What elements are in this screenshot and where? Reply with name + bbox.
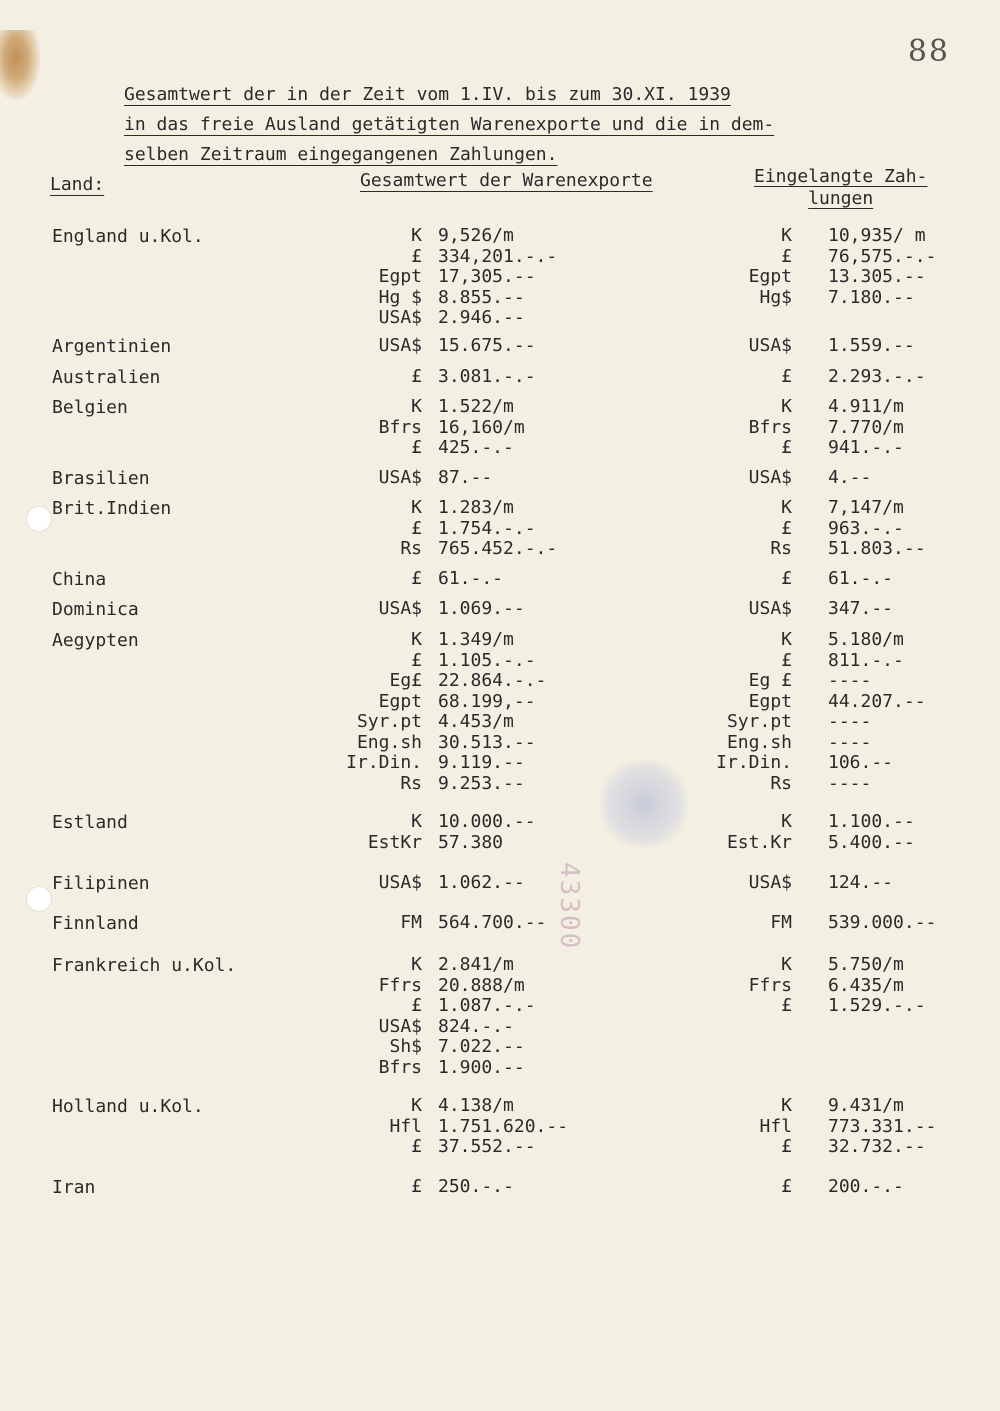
export-currency: £ (411, 995, 422, 1016)
export-currency: Bfrs (378, 416, 422, 438)
payment-currency: K (781, 497, 792, 518)
payment-row (0, 833, 1000, 853)
payment-amount: 13.305.-- (828, 266, 926, 287)
payment-currency: Bfrs (748, 416, 792, 438)
payment-amount: 7,147/m (828, 497, 904, 518)
export-currency: K (411, 629, 422, 650)
country-name: Estland (52, 812, 128, 833)
export-amount: 425.-.- (438, 437, 514, 458)
export-amount: 68.199,-- (438, 690, 536, 712)
payment-row (0, 712, 1000, 732)
country-name: Brit.Indien (52, 498, 172, 519)
country-name: Belgien (52, 397, 128, 418)
country-name: China (52, 569, 107, 590)
export-currency: K (411, 1095, 422, 1116)
payment-amount: ---- (828, 772, 872, 794)
payment-currency: £ (781, 245, 792, 267)
export-currency: USA$ (378, 467, 422, 488)
export-amount: 1.522/m (438, 396, 514, 417)
payment-row (0, 267, 1000, 287)
payment-currency: £ (781, 568, 792, 589)
payment-currency: USA$ (748, 467, 792, 488)
export-currency: £ (411, 245, 422, 267)
payment-row (0, 288, 1000, 308)
export-currency: Egpt (378, 690, 422, 712)
payment-row (0, 539, 1000, 559)
payment-row (0, 651, 1000, 671)
column-header-exports: Gesamtwert der Warenexporte (360, 170, 653, 191)
payment-amount: 2.293.-.- (828, 366, 926, 387)
export-currency: FM (400, 912, 422, 933)
payment-amount: 6.435/m (828, 974, 904, 996)
payment-amount: 4.911/m (828, 396, 904, 417)
country-name: Australien (52, 367, 161, 388)
payment-amount: 773.331.-- (828, 1115, 937, 1137)
export-amount: 1.349/m (438, 629, 514, 650)
payment-row (0, 569, 1000, 589)
payment-amount: 5.400.-- (828, 831, 915, 853)
payment-row (0, 1117, 1000, 1137)
payment-currency: Ir.Din. (716, 752, 792, 773)
export-amount: 4.453/m (438, 711, 514, 732)
payment-currency: K (781, 811, 792, 832)
payment-amount: 10,935/ m (828, 225, 926, 246)
export-currency: USA$ (378, 335, 422, 356)
export-amount: 16,160/m (438, 416, 525, 438)
payment-currency: USA$ (748, 598, 792, 619)
payment-currency: £ (781, 1176, 792, 1197)
column-header-payments-line: lungen (808, 188, 874, 209)
export-currency: Rs (400, 538, 422, 559)
payment-currency: Egpt (748, 690, 792, 712)
export-amount: 1.069.-- (438, 598, 525, 619)
country-name: Aegypten (52, 630, 139, 651)
payment-currency: £ (781, 649, 792, 671)
payment-amount: 44.207.-- (828, 690, 926, 712)
export-amount: 15.675.-- (438, 335, 536, 356)
country-name: Dominica (52, 599, 139, 620)
export-amount: 57.380 (438, 831, 504, 853)
payment-amount: 811.-.- (828, 649, 904, 671)
payment-row (0, 692, 1000, 712)
payment-currency: £ (781, 1136, 792, 1157)
payment-currency: K (781, 1095, 792, 1116)
payment-currency: Rs (770, 538, 792, 559)
export-currency: £ (411, 437, 422, 458)
payment-amount: 9.431/m (828, 1095, 904, 1116)
payment-amount: 200.-.- (828, 1176, 904, 1197)
export-amount: 87.-- (438, 467, 493, 488)
title-line: selben Zeitraum eingegangenen Zahlungen. (124, 144, 558, 165)
export-currency: K (411, 396, 422, 417)
export-amount: 1.062.-- (438, 872, 525, 893)
payment-amount: 51.803.-- (828, 538, 926, 559)
payment-row (0, 1137, 1000, 1157)
payment-currency: Eng.sh (726, 731, 792, 753)
payment-row (0, 1177, 1000, 1197)
payment-currency: FM (770, 912, 792, 933)
export-currency: Ir.Din. (346, 752, 422, 773)
payment-row (0, 438, 1000, 458)
faint-stamp-number: 43300 (554, 862, 584, 951)
payment-amount: 76,575.-.- (828, 245, 937, 267)
export-amount: 61.-.- (438, 568, 504, 589)
payment-row (0, 226, 1000, 246)
export-amount: 9,526/m (438, 225, 514, 246)
export-amount: 20.888/m (438, 974, 525, 996)
payment-amount: 1.529.-.- (828, 995, 926, 1016)
page-number: 88 (907, 34, 950, 69)
payment-amount: 941.-.- (828, 437, 904, 458)
payment-currency: Hfl (759, 1115, 792, 1137)
country-name: Filipinen (52, 873, 150, 894)
export-currency: Sh$ (389, 1036, 422, 1057)
payment-amount: 61.-.- (828, 568, 894, 589)
export-currency: USA$ (378, 598, 422, 619)
payment-currency: Egpt (748, 266, 792, 287)
payment-currency: Rs (770, 772, 792, 794)
payment-currency: Hg$ (759, 286, 792, 308)
country-name: Iran (52, 1177, 96, 1198)
payment-amount: 5.180/m (828, 629, 904, 650)
export-currency: Bfrs (378, 1056, 422, 1078)
export-amount: 1.105.-.- (438, 649, 536, 671)
export-amount: 1.900.-- (438, 1056, 525, 1078)
export-amount: 9.119.-- (438, 752, 525, 773)
payment-row (0, 774, 1000, 794)
payment-currency: Ffrs (748, 974, 792, 996)
title-line: Gesamtwert der in der Zeit vom 1.IV. bis zum 30.XI. 1939 (124, 84, 731, 105)
payment-row (0, 599, 1000, 619)
export-currency: Eg£ (389, 670, 422, 691)
export-amount: 7.022.-- (438, 1036, 525, 1057)
payment-amount: 106.-- (828, 752, 894, 773)
payment-row (0, 812, 1000, 832)
export-currency: USA$ (378, 307, 422, 328)
payment-row (0, 498, 1000, 518)
payment-amount: ---- (828, 670, 872, 691)
payment-row (0, 996, 1000, 1016)
stain-mark (0, 30, 40, 100)
export-currency: K (411, 497, 422, 518)
payment-row (0, 913, 1000, 933)
payment-amount: ---- (828, 731, 872, 753)
export-amount: 2.946.-- (438, 307, 525, 328)
export-amount: 1.087.-.- (438, 995, 536, 1016)
payment-amount: 963.-.- (828, 517, 904, 539)
export-row (0, 1017, 1000, 1037)
export-amount: 1.751.620.-- (438, 1115, 569, 1137)
payment-row (0, 247, 1000, 267)
column-header-land: Land: (50, 174, 105, 195)
export-currency: K (411, 811, 422, 832)
payment-amount: 4.-- (828, 467, 872, 488)
country-name: Argentinien (52, 336, 172, 357)
export-amount: 250.-.- (438, 1176, 514, 1197)
export-currency: Ffrs (378, 974, 422, 996)
export-currency: EstKr (367, 831, 422, 853)
export-currency: Syr.pt (356, 711, 422, 732)
payment-currency: Syr.pt (726, 711, 792, 732)
payment-row (0, 1096, 1000, 1116)
export-currency: Eng.sh (356, 731, 422, 753)
export-currency: Hg $ (378, 286, 422, 308)
payment-row (0, 976, 1000, 996)
payment-row (0, 418, 1000, 438)
payment-amount: 32.732.-- (828, 1136, 926, 1157)
export-amount: 1.754.-.- (438, 517, 536, 539)
payment-currency: USA$ (748, 335, 792, 356)
export-amount: 30.513.-- (438, 731, 536, 753)
payment-amount: 539.000.-- (828, 912, 937, 933)
export-currency: Rs (400, 772, 422, 794)
payment-amount: 7.180.-- (828, 286, 915, 308)
export-currency: Hfl (389, 1115, 422, 1137)
payment-row (0, 955, 1000, 975)
export-currency: £ (411, 366, 422, 387)
payment-amount: 124.-- (828, 872, 894, 893)
payment-currency: K (781, 954, 792, 975)
payment-amount: 1.100.-- (828, 811, 915, 832)
export-currency: USA$ (378, 872, 422, 893)
payment-currency: K (781, 225, 792, 246)
export-currency: £ (411, 1176, 422, 1197)
payment-amount: 5.750/m (828, 954, 904, 975)
column-header-payments-line: Eingelangte Zah- (754, 166, 928, 187)
payment-currency: £ (781, 366, 792, 387)
country-name: Holland u.Kol. (52, 1096, 204, 1117)
payment-amount: 347.-- (828, 598, 894, 619)
export-amount: 2.841/m (438, 954, 514, 975)
column-header-payments (754, 166, 927, 210)
payment-amount: ---- (828, 711, 872, 732)
title-line: in das freie Ausland getätigten Warenexporte und die in dem- (124, 114, 775, 135)
export-amount: 824.-.- (438, 1015, 514, 1037)
export-amount: 8.855.-- (438, 286, 525, 308)
export-currency: £ (411, 1136, 422, 1157)
export-amount: 1.283/m (438, 497, 514, 518)
export-row (0, 1058, 1000, 1078)
country-name: England u.Kol. (52, 226, 204, 247)
payment-row (0, 367, 1000, 387)
country-name: Frankreich u.Kol. (52, 955, 237, 976)
export-currency: Egpt (378, 266, 422, 287)
export-currency: £ (411, 649, 422, 671)
payment-row (0, 397, 1000, 417)
export-row (0, 308, 1000, 328)
payment-row (0, 630, 1000, 650)
payment-currency: Eg £ (748, 670, 792, 691)
payment-currency: £ (781, 517, 792, 539)
payment-row (0, 753, 1000, 773)
export-currency: K (411, 954, 422, 975)
export-currency: USA$ (378, 1015, 422, 1037)
export-amount: 17,305.-- (438, 266, 536, 287)
export-row (0, 1037, 1000, 1057)
export-amount: 765.452.-.- (438, 538, 558, 559)
payment-row (0, 873, 1000, 893)
payment-amount: 1.559.-- (828, 335, 915, 356)
document-title (124, 80, 774, 170)
export-amount: 37.552.-- (438, 1136, 536, 1157)
payment-currency: £ (781, 437, 792, 458)
export-amount: 10.000.-- (438, 811, 536, 832)
export-amount: 22.864.-.- (438, 670, 547, 691)
payment-currency: USA$ (748, 872, 792, 893)
payment-currency: Est.Kr (726, 831, 792, 853)
export-amount: 3.081.-.- (438, 366, 536, 387)
payment-row (0, 336, 1000, 356)
export-amount: 4.138/m (438, 1095, 514, 1116)
payment-row (0, 671, 1000, 691)
payment-currency: £ (781, 995, 792, 1016)
country-name: Brasilien (52, 468, 150, 489)
export-currency: K (411, 225, 422, 246)
payment-row (0, 519, 1000, 539)
export-amount: 9.253.-- (438, 772, 525, 794)
export-currency: £ (411, 517, 422, 539)
export-amount: 564.700.-- (438, 912, 547, 933)
payment-currency: K (781, 629, 792, 650)
country-name: Finnland (52, 913, 139, 934)
payment-row (0, 733, 1000, 753)
payment-row (0, 468, 1000, 488)
export-amount: 334,201.-.- (438, 245, 558, 267)
export-currency: £ (411, 568, 422, 589)
payment-amount: 7.770/m (828, 416, 904, 438)
payment-currency: K (781, 396, 792, 417)
